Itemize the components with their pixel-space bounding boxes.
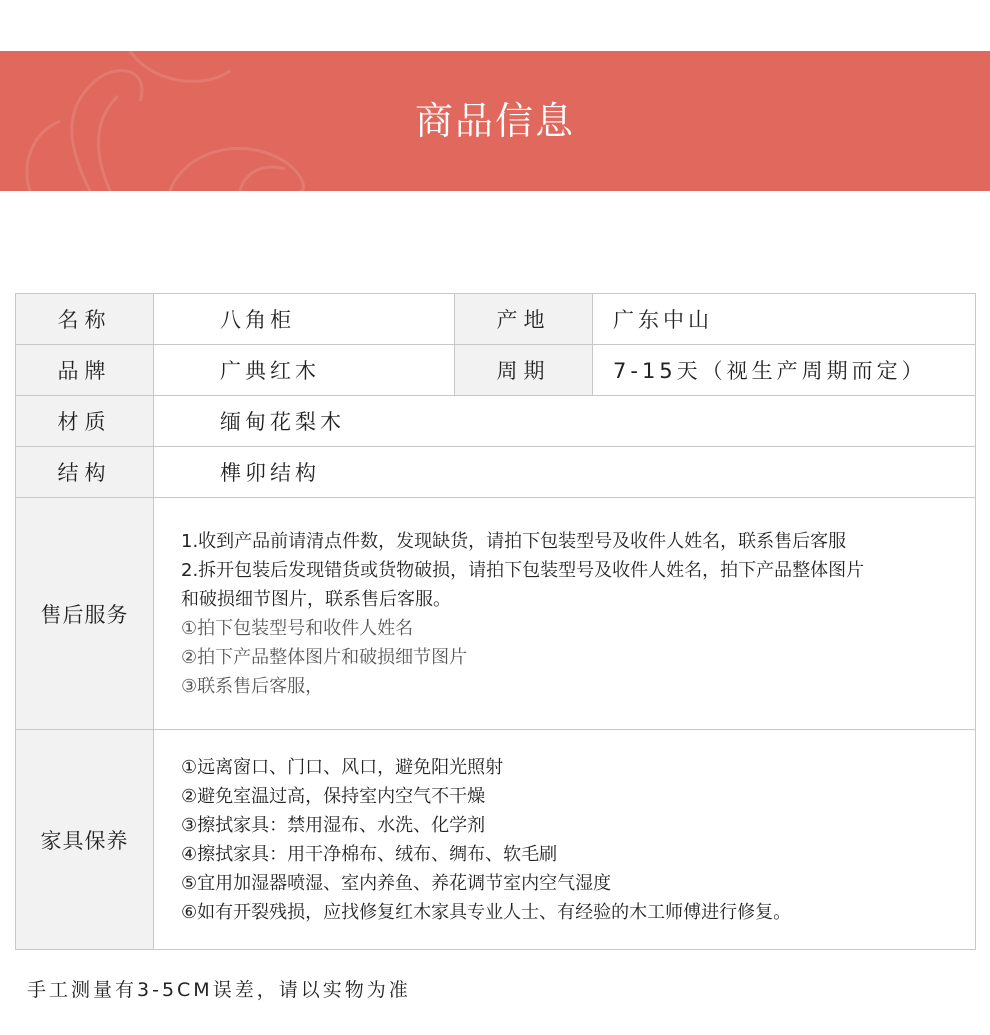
after-sales-step: ①拍下包装型号和收件人姓名 <box>181 617 414 639</box>
after-sales-step: ③联系售后客服， <box>181 675 324 697</box>
structure-label: 结构 <box>16 447 154 498</box>
maintenance-label: 家具保养 <box>16 730 154 950</box>
table-row <box>16 345 976 396</box>
origin-value: 广东中山 <box>593 294 976 345</box>
table-row <box>16 447 976 498</box>
table-row <box>16 730 976 950</box>
table-row <box>16 294 976 345</box>
measurement-note: 手工测量有3-5CM误差，请以实物为准 <box>27 979 411 1001</box>
name-value: 八角柜 <box>154 294 455 345</box>
material-label: 材质 <box>16 396 154 447</box>
after-sales-line: 1.收到产品前请清点件数，发现缺货，请拍下包装型号及收件人姓名，联系售后客服 <box>181 530 847 552</box>
brand-label: 品牌 <box>16 345 154 396</box>
material-value: 缅甸花梨木 <box>154 396 976 447</box>
structure-value: 榫卯结构 <box>154 447 976 498</box>
maintenance-line: ④擦拭家具：用干净棉布、绒布、绸布、软毛刷 <box>181 843 558 865</box>
origin-label: 产地 <box>455 294 593 345</box>
product-info-table <box>15 293 976 950</box>
after-sales-label: 售后服务 <box>16 498 154 730</box>
maintenance-line: ⑥如有开裂残损，应找修复红木家具专业人士、有经验的木工师傅进行修复。 <box>181 901 792 923</box>
after-sales-step: ②拍下产品整体图片和破损细节图片 <box>181 646 468 668</box>
maintenance-line: ③擦拭家具：禁用湿布、水洗、化学剂 <box>181 814 486 836</box>
name-label: 名称 <box>16 294 154 345</box>
after-sales-line: 和破损细节图片，联系售后客服。 <box>181 588 451 610</box>
maintenance-line: ⑤宜用加湿器喷湿、室内养鱼、养花调节室内空气湿度 <box>181 872 612 894</box>
maintenance-line: ②避免室温过高，保持室内空气不干燥 <box>181 785 486 807</box>
brand-value: 广典红木 <box>154 345 455 396</box>
after-sales-content <box>154 498 976 730</box>
table-row <box>16 498 976 730</box>
period-label: 周期 <box>455 345 593 396</box>
page-title: 商品信息 <box>414 99 575 143</box>
table-row <box>16 396 976 447</box>
maintenance-line: ①远离窗口、门口、风口，避免阳光照射 <box>181 756 504 778</box>
after-sales-line: 2.拆开包装后发现错货或货物破损，请拍下包装型号及收件人姓名，拍下产品整体图片 <box>181 559 865 581</box>
maintenance-content <box>154 730 976 950</box>
period-value: 7-15天（视生产周期而定） <box>593 345 976 396</box>
header-banner <box>0 51 990 191</box>
